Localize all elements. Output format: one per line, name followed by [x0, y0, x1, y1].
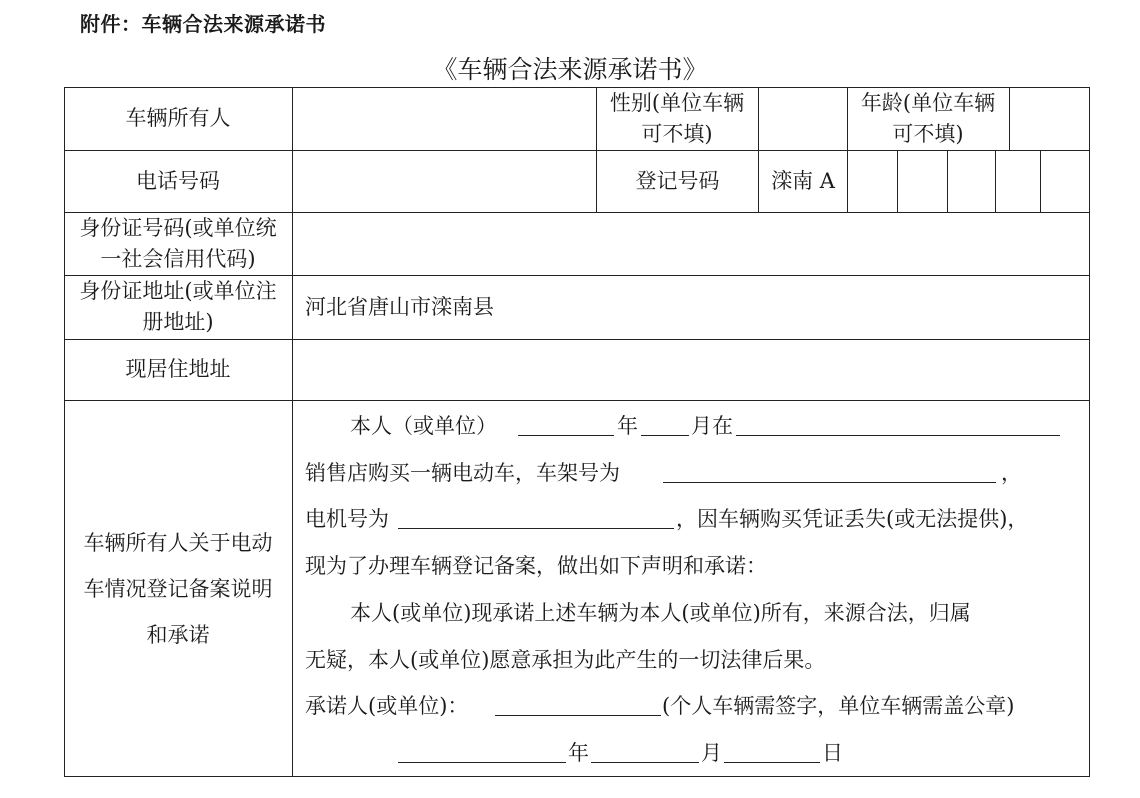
- declaration-line1-start: 本人（或单位）: [350, 414, 497, 438]
- signature-note: (个人车辆需签字，单位车辆需盖公章): [662, 694, 1015, 718]
- current-address-value[interactable]: [293, 339, 1090, 400]
- id-number-value[interactable]: [293, 212, 1090, 275]
- declaration-line2: 销售店购买一辆电动车，车架号为: [305, 461, 620, 485]
- month-blank[interactable]: [641, 435, 689, 436]
- date-year-label: 年: [568, 741, 589, 765]
- declaration-line1-year: 年: [617, 414, 638, 438]
- year-blank[interactable]: [518, 435, 614, 436]
- reg-digit-box[interactable]: [848, 150, 897, 212]
- signature-blank[interactable]: [495, 715, 661, 716]
- declaration-line1-month: 月在: [691, 414, 733, 438]
- reg-digit-box[interactable]: [1041, 150, 1090, 212]
- phone-value[interactable]: [293, 150, 596, 212]
- gender-value[interactable]: [759, 87, 847, 150]
- current-address-label: 现居住地址: [125, 357, 231, 381]
- id-address-value[interactable]: 河北省唐山市滦南县: [305, 294, 494, 319]
- gender-label: 性别(单位车辆可不填): [609, 90, 745, 146]
- reg-number-label: 登记号码: [635, 168, 720, 193]
- declaration-label: 车辆所有人关于电动车情况登记备案说明和承诺: [83, 530, 273, 647]
- owner-label: 车辆所有人: [125, 106, 231, 130]
- reg-digit-box[interactable]: [948, 150, 995, 212]
- promisor-label: 承诺人(或单位)：: [305, 694, 469, 718]
- date-year-blank[interactable]: [398, 762, 566, 763]
- date-month-label: 月: [701, 741, 722, 765]
- declaration-line3-end: ，因车辆购买凭证丢失(或无法提供)，: [676, 507, 1029, 531]
- motor-number-blank[interactable]: [398, 528, 674, 529]
- declaration-line6: 无疑，本人(或单位)愿意承担为此产生的一切法律后果。: [305, 648, 826, 672]
- declaration-line2-end: ，: [1001, 461, 1022, 485]
- declaration-line4: 现为了办理车辆登记备案，做出如下声明和承诺：: [305, 554, 767, 578]
- frame-number-blank[interactable]: [663, 482, 996, 483]
- reg-digit-box[interactable]: [898, 150, 947, 212]
- reg-digit-box[interactable]: [996, 150, 1040, 212]
- store-blank[interactable]: [736, 435, 1060, 436]
- id-number-label: 身份证号码(或单位统一社会信用代码): [79, 215, 277, 271]
- document-title: 《车辆合法来源承诺书》: [432, 55, 708, 84]
- reg-prefix: 滦南 A: [771, 168, 835, 193]
- phone-label: 电话号码: [136, 168, 220, 193]
- id-address-label: 身份证地址(或单位注册地址): [79, 279, 277, 334]
- age-label: 年龄(单位车辆可不填): [860, 90, 996, 146]
- date-day-label: 日: [822, 741, 843, 765]
- attachment-heading: 附件：车辆合法来源承诺书: [80, 12, 326, 36]
- date-day-blank[interactable]: [724, 762, 820, 763]
- owner-value[interactable]: [293, 87, 596, 150]
- date-month-blank[interactable]: [591, 762, 699, 763]
- declaration-line5: 本人(或单位)现承诺上述车辆为本人(或单位)所有，来源合法，归属: [350, 601, 971, 625]
- age-value[interactable]: [1010, 87, 1090, 150]
- declaration-line3: 电机号为: [305, 507, 389, 531]
